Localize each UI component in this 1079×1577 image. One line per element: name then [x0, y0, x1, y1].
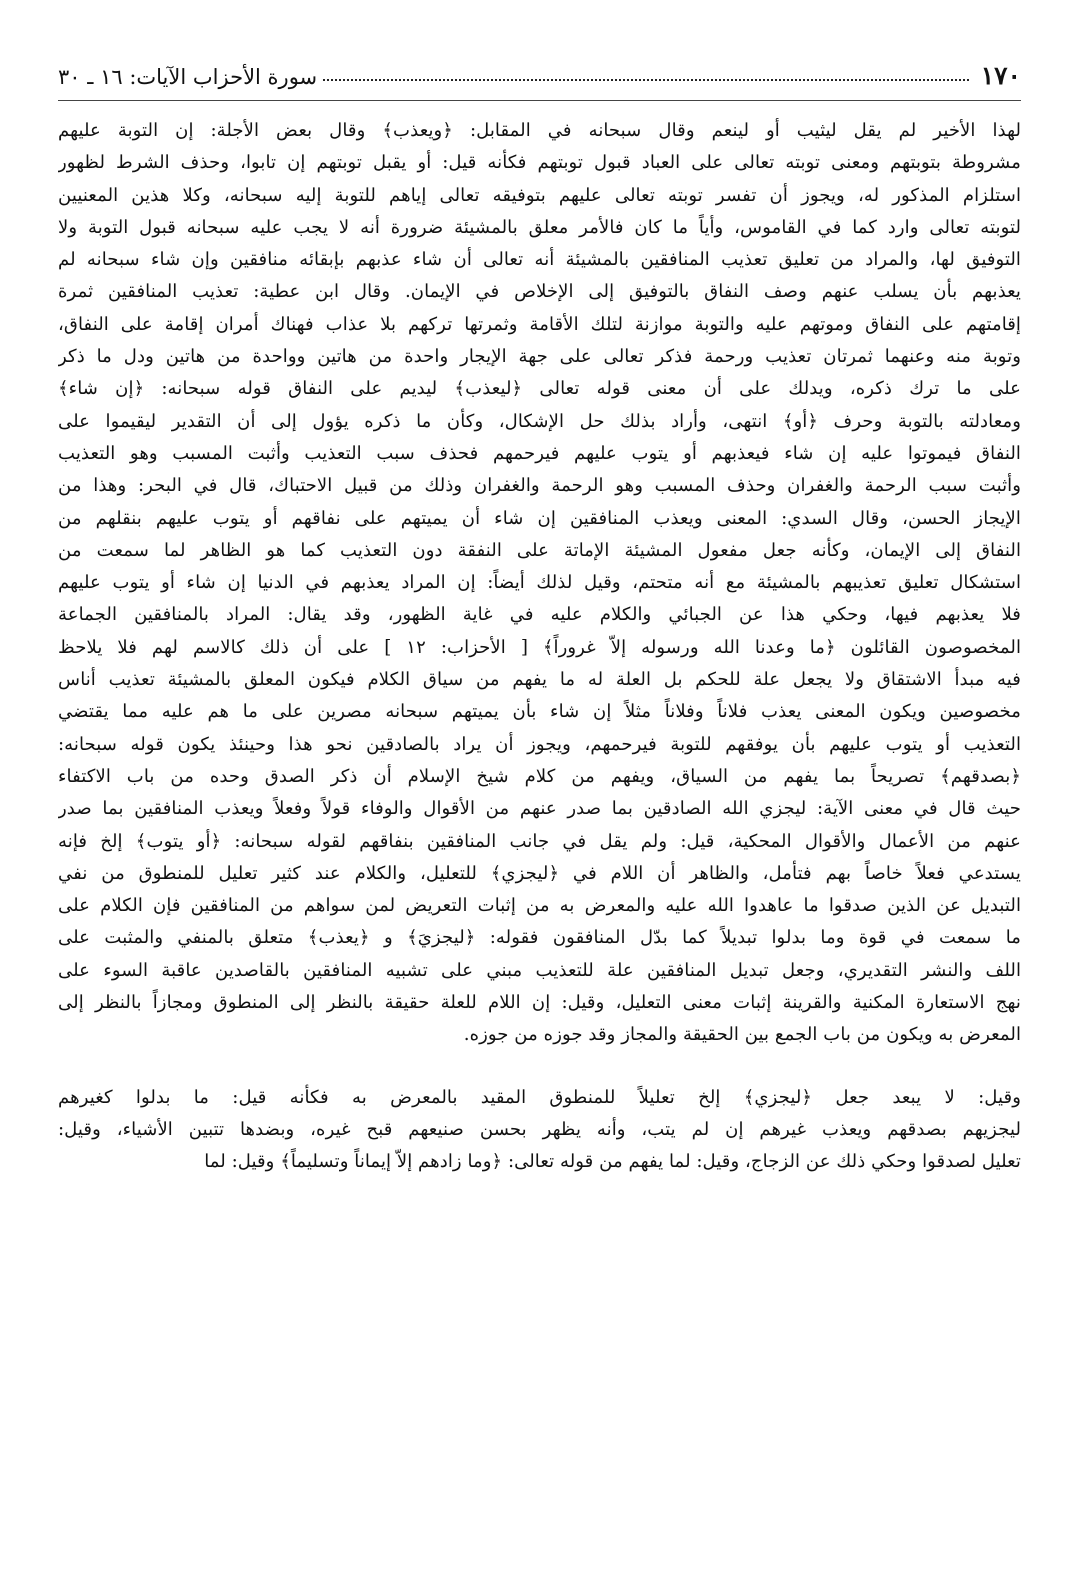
- text-line: التوفيق لها، والمراد من تعليق تعذيب المنافقين بالمشيئة أنه تعالى أن شاء عذبهم بإبقائه منافقين وإن شاء سبحانه لم: [58, 249, 1021, 271]
- text-line: يعذبهم بأن يسلب عنهم وصف النفاق بالتوفيق إلى الإخلاص في الإيمان. وقال ابن عطية: تعذيب المنافقين ثمرة: [58, 281, 1021, 303]
- text-line: الإيجاز الحسن، وقال السدي: المعنى ويعذب المنافقين إن شاء أن يميتهم على نفاقهم أو يتوب عليهم بنقلهم من: [58, 507, 1021, 529]
- text-line: حيث قال في معنى الآية: ليجزي الله الصادقين بما صدر عنهم من الأقوال والوفاء قولاً وفعلاً ويعذب المنافقين بما صدر: [58, 798, 1021, 820]
- text-line: فلا يعذبهم فيها، وحكي هذا عن الجبائي والكلام عليه في غاية الظهور، وقد يقال: المراد بالمنافقين الجماعة: [58, 604, 1021, 626]
- text-line: وتوبة منه وعنهما ثمرتان تعذيب ورحمة فذكر تعالى على جهة الإيجار واحدة من هاتين وواحدة من هاتين ودل ما ذكر: [58, 346, 1021, 368]
- header-rule: [58, 100, 1021, 101]
- text-line: ومعادلته بالتوبة وحرف ﴿أو﴾ انتهى، وأراد بذلك حل الإشكال، وكأن ما ذكره يؤول إلى أن التقدير ليقيموا على: [58, 410, 1021, 432]
- paragraph: [58, 1082, 1021, 1179]
- text-line: ما سمعت في قوة وما بدلوا تبديلاً كما بدّل المنافقون فقوله: ﴿ليجزيَ﴾ و ﴿يعذب﴾ متعلق بالمنفي والمثبت على: [58, 927, 1021, 949]
- text-line: فيه مبدأ الاشتقاق ولا يجعل علة للحكم بل العلة له ما يفهم من سياق الكلام فيكون المعلق بالمشيئة تعذيب أناس: [58, 669, 1021, 691]
- running-head: [58, 56, 1021, 96]
- text-line: لتوبته تعالى وارد كما في القاموس، وأياً ما كان فالأمر معلق بالمشيئة ضرورة أنه لا يجب عليه سبحانه قبول التوبة ولا: [58, 216, 1021, 238]
- text-line: لهذا الأخير لم يقل ليثيب أو لينعم وقال سبحانه في المقابل: ﴿ويعذب﴾ وقال بعض الأجلة: إن التوبة عليهم: [58, 120, 1021, 141]
- page-number: ١٧٠: [980, 61, 1021, 90]
- paragraph: [58, 115, 1021, 1052]
- text-line: إقامتهم على النفاق وموتهم عليه والتوبة موازنة لتلك الأقامة وثمرتها تركهم بلا عذاب فهناك أمران إقامة على النفاق،: [58, 313, 1021, 335]
- text-line: عنهم من الأعمال والأقوال المحكية، قيل: ولم يقل في جانب المنافقين بنفاقهم لقوله سبحانه: ﴿أو يتوب﴾ إلخ فإنه: [58, 830, 1021, 852]
- text-line: التبديل عن الذين صدقوا ما عاهدوا الله عليه والمعرض به من إثبات التعريض لمن سواهم من المنافقين فإن الكلام على: [58, 895, 1021, 917]
- text-line: مخصوصين ويكون المعنى يعذب فلاناً وفلاناً مثلاً إن شاء بأن يميتهم سبحانه مصرين على ما هم عليه مما يقتضي: [58, 701, 1021, 723]
- book-page: [58, 56, 1021, 1179]
- text-line: مشروطة بتوبتهم ومعنى توبته تعالى على العباد قبول توبتهم فكأنه قيل: أو يقبل توبتهم إن تابوا، وحذف الشرط لظهور: [58, 152, 1021, 174]
- text-line: تعليل لصدقوا وحكي ذلك عن الزجاج، وقيل: لما يفهم من قوله تعالى: ﴿وما زادهم إلاّ إيماناً وتسليماً﴾ وقيل: لما: [204, 1151, 1021, 1173]
- text-line: نهج الاستعارة المكنية والقرينة إثبات معنى التعليل، وقيل: إن اللام للعلة حقيقة بالنظر إلى المنطوق ومجازاً بالنظر إلى: [58, 992, 1021, 1014]
- text-line: التعذيب أو يتوب عليهم بأن يوفقهم للتوبة فيرحمهم، ويجوز أن يراد بالصادقين نحو هذا وحينئذ يكون قوله سبحانه:: [58, 733, 1021, 755]
- text-line: وقيل: لا يبعد جعل ﴿ليجزي﴾ إلخ تعليلاً للمنطوق المقيد بالمعرض به فكأنه قيل: ما بدلوا كغيرهم: [58, 1086, 1021, 1108]
- text-line: اللف والنشر التقديري، وجعل تبديل المنافقين علة للتعذيب مبني على تشبيه المنافقين بالقاصدين عاقبة السوء على: [58, 959, 1021, 981]
- text-line: المعرض به ويكون من باب الجمع بين الحقيقة والمجاز وقد جوزه من جوزه.: [463, 1024, 1021, 1046]
- dotted-leader: [323, 79, 969, 81]
- text-line: يستدعي فعلاً خاصاً بهم فتأمل، والظاهر أن اللام في ﴿ليجزي﴾ للتعليل، والكلام عند كثير تعليل للمنطوق من نفي: [58, 862, 1021, 884]
- text-line: ليجزيهم بصدقهم ويعذب غيرهم إن لم يتب، وأنه يظهر بحسن صنيعهم قبح غيره، وبضدها تتبين الأشياء، وقيل:: [58, 1118, 1021, 1140]
- text-line: النفاق فيموتوا عليه إن شاء فيعذبهم أو يتوب عليهم فيرحمهم فحذف سبب التعذيب وأثبت المسبب وهو التعذيب: [58, 442, 1021, 464]
- text-line: استشكال تعليق تعذيبهم بالمشيئة مع أنه متحتم، وقيل لذلك أيضاً: إن المراد يعذبهم في الدنيا إن شاء أو يتوب عليهم: [58, 572, 1021, 594]
- text-line: المخصوصون القائلون ﴿ما وعدنا الله ورسوله إلاّ غروراً﴾ [ الأحزاب: ١٢ ] على أن ذلك كالاسم لهم فلا يلاحظ: [58, 636, 1021, 658]
- text-line: ﴿بصدقهم﴾ تصريحاً بما يفهم من السياق، ويفهم من كلام شيخ الإسلام أن ذكر الصدق وحده من باب الاكتفاء: [58, 765, 1021, 787]
- text-line: استلزام المذكور له، ويجوز أن تفسر توبته تعالى عليهم بتوفيقه تعالى إياهم للتوبة إليه سبحانه، وكلا هذين المعنيين: [58, 184, 1021, 206]
- text-line: على ما ترك ذكره، ويدلك على أن معنى قوله تعالى ﴿ليعذب﴾ ليديم على النفاق قوله سبحانه: ﴿إن شاء﴾: [58, 378, 1021, 400]
- running-head-title: سورة الأحزاب الآيات: ١٦ ـ ٣٠: [58, 65, 318, 89]
- text-line: وأثبت سبب الرحمة والغفران وحذف المسبب وهو الرحمة والغفران وذلك من قبيل الاحتباك، قال في البحر: وهذا من: [58, 475, 1021, 497]
- text-line: النفاق إلى الإيمان، وكأنه جعل مفعول المشيئة الإماتة على النفقة دون التعذيب كما هو الظاهر لما سمعت من: [58, 539, 1021, 561]
